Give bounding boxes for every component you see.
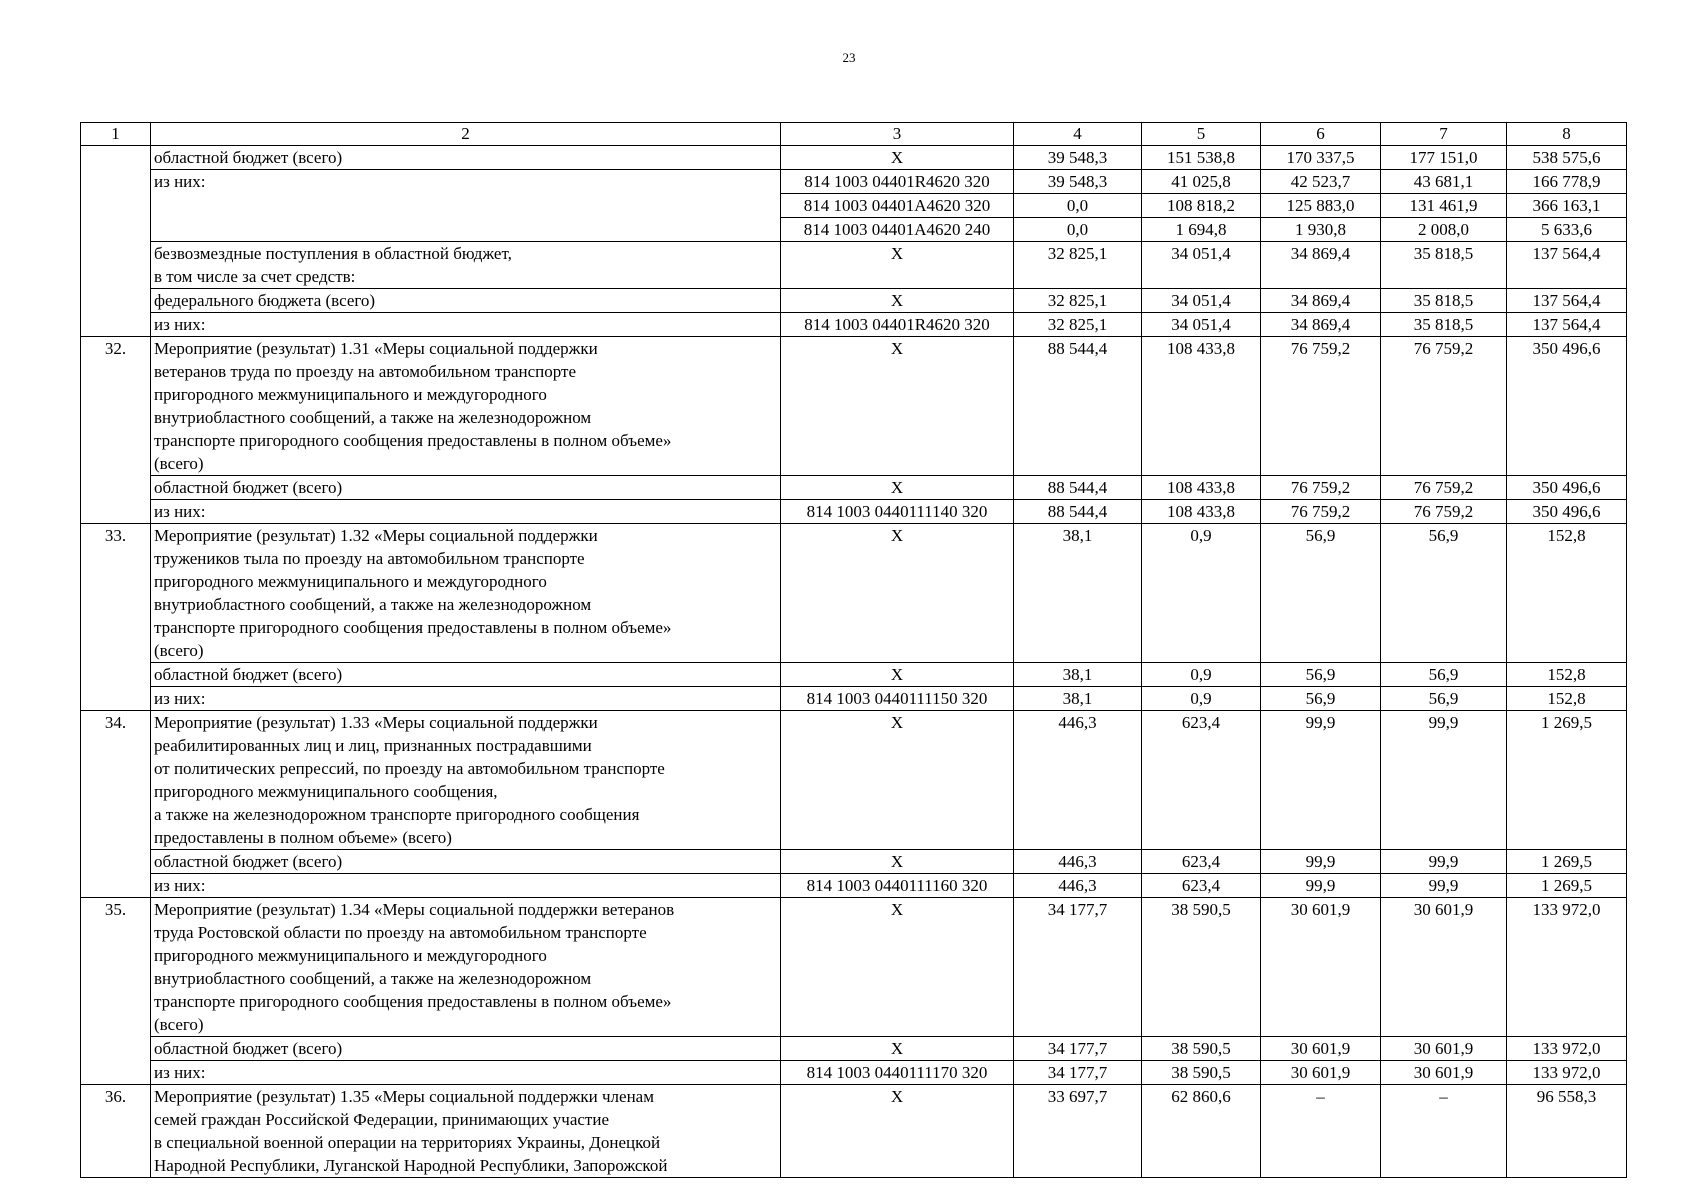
budget-code-cell: 814 1003 0440111170 320 xyxy=(781,1061,1014,1085)
header-cell: 7 xyxy=(1381,123,1507,146)
header-cell: 8 xyxy=(1507,123,1627,146)
amount-cell-col7: 35 818,5 xyxy=(1381,289,1507,313)
budget-code-cell: Х xyxy=(781,898,1014,1037)
amount-cell-col6: – xyxy=(1261,1085,1381,1178)
row-number-cell: 35. xyxy=(81,898,151,1085)
amount-cell-col5: 623,4 xyxy=(1142,711,1261,850)
item-name-cell: из них: xyxy=(151,874,781,898)
amount-cell-col4: 88 544,4 xyxy=(1014,500,1142,524)
item-name-cell: Мероприятие (результат) 1.34 «Меры социальной поддержки ветеранов труда Ростовской области по проезду на автомобильном транспорте пригородного межмуниципального и междугородного внутриобластного сообщений, а также на железнодорожном транспорте пригородного сообщения предоставлены в полном объеме» (всего) xyxy=(151,898,781,1037)
table-row xyxy=(81,337,1627,476)
table-row xyxy=(81,663,1627,687)
header-row xyxy=(81,123,1627,146)
amount-cell-col4: 446,3 xyxy=(1014,850,1142,874)
amount-cell-col6: 170 337,5 xyxy=(1261,146,1381,170)
item-name-cell: областной бюджет (всего) xyxy=(151,146,781,170)
amount-cell-col5: 38 590,5 xyxy=(1142,1037,1261,1061)
amount-cell-col5: 34 051,4 xyxy=(1142,289,1261,313)
amount-cell-col8: 5 633,6 xyxy=(1507,218,1627,242)
amount-cell-col7: 56,9 xyxy=(1381,524,1507,663)
amount-cell-col8: 350 496,6 xyxy=(1507,337,1627,476)
amount-cell-col7: 35 818,5 xyxy=(1381,313,1507,337)
amount-cell-col4: 33 697,7 xyxy=(1014,1085,1142,1178)
amount-cell-col4: 34 177,7 xyxy=(1014,1061,1142,1085)
table-row xyxy=(81,170,1627,194)
amount-cell-col5: 1 694,8 xyxy=(1142,218,1261,242)
amount-cell-col8: 152,8 xyxy=(1507,687,1627,711)
budget-code-cell: Х xyxy=(781,524,1014,663)
amount-cell-col7: 30 601,9 xyxy=(1381,1037,1507,1061)
item-name-cell: безвозмездные поступления в областной бюджет, в том числе за счет средств: xyxy=(151,242,781,289)
budget-code-cell: Х xyxy=(781,850,1014,874)
page-number: 23 xyxy=(842,50,856,65)
table-row xyxy=(81,874,1627,898)
amount-cell-col7: 177 151,0 xyxy=(1381,146,1507,170)
budget-code-cell: 814 1003 0440111140 320 xyxy=(781,500,1014,524)
item-name-cell: Мероприятие (результат) 1.33 «Меры социальной поддержки реабилитированных лиц и лиц, признанных пострадавшими от политических репрессий, по проезду на автомобильном транспорте пригородного межмуниципального сообщения, а также на железнодорожном транспорте пригородного сообщения предоставлены в полном объеме» (всего) xyxy=(151,711,781,850)
item-name-cell: из них: xyxy=(151,313,781,337)
budget-code-cell: Х xyxy=(781,289,1014,313)
item-name-cell: областной бюджет (всего) xyxy=(151,476,781,500)
table-row xyxy=(81,1085,1627,1178)
item-name-cell: областной бюджет (всего) xyxy=(151,663,781,687)
amount-cell-col6: 76 759,2 xyxy=(1261,337,1381,476)
amount-cell-col4: 88 544,4 xyxy=(1014,476,1142,500)
amount-cell-col8: 1 269,5 xyxy=(1507,874,1627,898)
amount-cell-col4: 0,0 xyxy=(1014,218,1142,242)
amount-cell-col8: 350 496,6 xyxy=(1507,476,1627,500)
budget-code-cell: Х xyxy=(781,476,1014,500)
budget-code-cell: Х xyxy=(781,663,1014,687)
amount-cell-col4: 32 825,1 xyxy=(1014,289,1142,313)
amount-cell-col6: 56,9 xyxy=(1261,524,1381,663)
amount-cell-col4: 446,3 xyxy=(1014,711,1142,850)
table-row xyxy=(81,146,1627,170)
amount-cell-col8: 366 163,1 xyxy=(1507,194,1627,218)
amount-cell-col5: 0,9 xyxy=(1142,524,1261,663)
amount-cell-col5: 34 051,4 xyxy=(1142,313,1261,337)
budget-code-cell: Х xyxy=(781,146,1014,170)
amount-cell-col7: 76 759,2 xyxy=(1381,476,1507,500)
row-number-cell: 32. xyxy=(81,337,151,524)
item-name-cell: из них: xyxy=(151,687,781,711)
amount-cell-col7: 30 601,9 xyxy=(1381,898,1507,1037)
table-row xyxy=(81,476,1627,500)
amount-cell-col8: 152,8 xyxy=(1507,524,1627,663)
amount-cell-col4: 32 825,1 xyxy=(1014,313,1142,337)
amount-cell-col5: 108 433,8 xyxy=(1142,337,1261,476)
amount-cell-col4: 0,0 xyxy=(1014,194,1142,218)
budget-table xyxy=(80,122,1627,1178)
amount-cell-col5: 38 590,5 xyxy=(1142,1061,1261,1085)
amount-cell-col8: 137 564,4 xyxy=(1507,242,1627,289)
item-name-cell: из них: xyxy=(151,1061,781,1085)
table-row xyxy=(81,524,1627,663)
amount-cell-col8: 166 778,9 xyxy=(1507,170,1627,194)
row-number-cell: 36. xyxy=(81,1085,151,1178)
amount-cell-col8: 96 558,3 xyxy=(1507,1085,1627,1178)
amount-cell-col6: 42 523,7 xyxy=(1261,170,1381,194)
amount-cell-col5: 38 590,5 xyxy=(1142,898,1261,1037)
amount-cell-col8: 152,8 xyxy=(1507,663,1627,687)
amount-cell-col4: 39 548,3 xyxy=(1014,146,1142,170)
amount-cell-col4: 32 825,1 xyxy=(1014,242,1142,289)
budget-code-cell: Х xyxy=(781,337,1014,476)
budget-code-cell: 814 1003 04401R4620 320 xyxy=(781,170,1014,194)
amount-cell-col7: 76 759,2 xyxy=(1381,500,1507,524)
amount-cell-col7: 99,9 xyxy=(1381,711,1507,850)
budget-code-cell: Х xyxy=(781,711,1014,850)
amount-cell-col7: – xyxy=(1381,1085,1507,1178)
item-name-cell: Мероприятие (результат) 1.35 «Меры социальной поддержки членам семей граждан Российской Федерации, принимающих участие в специальной военной операции на территориях Украины, Донецкой Народной Республики, Луганской Народной Республики, Запорожской xyxy=(151,1085,781,1178)
budget-code-cell: Х xyxy=(781,1085,1014,1178)
item-name-cell: федерального бюджета (всего) xyxy=(151,289,781,313)
budget-code-cell: Х xyxy=(781,1037,1014,1061)
amount-cell-col7: 99,9 xyxy=(1381,850,1507,874)
item-name-cell: из них: xyxy=(151,500,781,524)
table-row xyxy=(81,1061,1627,1085)
header-cell: 3 xyxy=(781,123,1014,146)
amount-cell-col6: 30 601,9 xyxy=(1261,1061,1381,1085)
row-number-cell: 33. xyxy=(81,524,151,711)
amount-cell-col8: 350 496,6 xyxy=(1507,500,1627,524)
row-number-cell xyxy=(81,146,151,337)
table-row xyxy=(81,242,1627,289)
amount-cell-col6: 56,9 xyxy=(1261,687,1381,711)
amount-cell-col5: 41 025,8 xyxy=(1142,170,1261,194)
budget-code-cell: Х xyxy=(781,242,1014,289)
amount-cell-col5: 623,4 xyxy=(1142,850,1261,874)
amount-cell-col6: 30 601,9 xyxy=(1261,1037,1381,1061)
amount-cell-col6: 30 601,9 xyxy=(1261,898,1381,1037)
amount-cell-col8: 137 564,4 xyxy=(1507,313,1627,337)
amount-cell-col7: 99,9 xyxy=(1381,874,1507,898)
header-cell: 4 xyxy=(1014,123,1142,146)
item-name-cell: областной бюджет (всего) xyxy=(151,850,781,874)
header-cell: 5 xyxy=(1142,123,1261,146)
item-name-cell: областной бюджет (всего) xyxy=(151,1037,781,1061)
amount-cell-col7: 43 681,1 xyxy=(1381,170,1507,194)
budget-code-cell: 814 1003 04401R4620 320 xyxy=(781,313,1014,337)
amount-cell-col5: 623,4 xyxy=(1142,874,1261,898)
amount-cell-col7: 2 008,0 xyxy=(1381,218,1507,242)
amount-cell-col8: 133 972,0 xyxy=(1507,898,1627,1037)
amount-cell-col4: 34 177,7 xyxy=(1014,1037,1142,1061)
amount-cell-col6: 99,9 xyxy=(1261,874,1381,898)
table-row xyxy=(81,500,1627,524)
amount-cell-col6: 34 869,4 xyxy=(1261,313,1381,337)
table-row xyxy=(81,687,1627,711)
amount-cell-col5: 151 538,8 xyxy=(1142,146,1261,170)
budget-code-cell: 814 1003 0440111150 320 xyxy=(781,687,1014,711)
amount-cell-col6: 76 759,2 xyxy=(1261,476,1381,500)
amount-cell-col4: 446,3 xyxy=(1014,874,1142,898)
header-cell: 2 xyxy=(151,123,781,146)
amount-cell-col6: 34 869,4 xyxy=(1261,242,1381,289)
amount-cell-col8: 133 972,0 xyxy=(1507,1037,1627,1061)
amount-cell-col4: 34 177,7 xyxy=(1014,898,1142,1037)
amount-cell-col4: 88 544,4 xyxy=(1014,337,1142,476)
amount-cell-col5: 34 051,4 xyxy=(1142,242,1261,289)
amount-cell-col4: 38,1 xyxy=(1014,687,1142,711)
amount-cell-col5: 108 433,8 xyxy=(1142,500,1261,524)
amount-cell-col6: 99,9 xyxy=(1261,711,1381,850)
amount-cell-col4: 38,1 xyxy=(1014,524,1142,663)
row-number-cell: 34. xyxy=(81,711,151,898)
amount-cell-col8: 538 575,6 xyxy=(1507,146,1627,170)
amount-cell-col4: 38,1 xyxy=(1014,663,1142,687)
amount-cell-col6: 125 883,0 xyxy=(1261,194,1381,218)
budget-code-cell: 814 1003 04401А4620 320 xyxy=(781,194,1014,218)
amount-cell-col5: 108 818,2 xyxy=(1142,194,1261,218)
amount-cell-col8: 133 972,0 xyxy=(1507,1061,1627,1085)
budget-code-cell: 814 1003 04401А4620 240 xyxy=(781,218,1014,242)
amount-cell-col5: 108 433,8 xyxy=(1142,476,1261,500)
table-row xyxy=(81,711,1627,850)
amount-cell-col7: 30 601,9 xyxy=(1381,1061,1507,1085)
item-name-cell: из них: xyxy=(151,170,781,242)
item-name-cell: Мероприятие (результат) 1.31 «Меры социальной поддержки ветеранов труда по проезду на автомобильном транспорте пригородного межмуниципального и междугородного внутриобластного сообщений, а также на железнодорожном транспорте пригородного сообщения предоставлены в полном объеме» (всего) xyxy=(151,337,781,476)
amount-cell-col6: 56,9 xyxy=(1261,663,1381,687)
table-row xyxy=(81,850,1627,874)
amount-cell-col7: 76 759,2 xyxy=(1381,337,1507,476)
amount-cell-col6: 1 930,8 xyxy=(1261,218,1381,242)
header-cell: 6 xyxy=(1261,123,1381,146)
table-row xyxy=(81,898,1627,1037)
amount-cell-col6: 34 869,4 xyxy=(1261,289,1381,313)
amount-cell-col8: 1 269,5 xyxy=(1507,711,1627,850)
amount-cell-col4: 39 548,3 xyxy=(1014,170,1142,194)
amount-cell-col7: 56,9 xyxy=(1381,687,1507,711)
budget-code-cell: 814 1003 0440111160 320 xyxy=(781,874,1014,898)
header-cell: 1 xyxy=(81,123,151,146)
amount-cell-col6: 99,9 xyxy=(1261,850,1381,874)
table-row xyxy=(81,313,1627,337)
amount-cell-col8: 1 269,5 xyxy=(1507,850,1627,874)
amount-cell-col7: 35 818,5 xyxy=(1381,242,1507,289)
amount-cell-col8: 137 564,4 xyxy=(1507,289,1627,313)
amount-cell-col5: 62 860,6 xyxy=(1142,1085,1261,1178)
item-name-cell: Мероприятие (результат) 1.32 «Меры социальной поддержки тружеников тыла по проезду на автомобильном транспорте пригородного межмуниципального и междугородного внутриобластного сообщений, а также на железнодорожном транспорте пригородного сообщения предоставлены в полном объеме» (всего) xyxy=(151,524,781,663)
table-row xyxy=(81,1037,1627,1061)
table-row xyxy=(81,289,1627,313)
amount-cell-col7: 131 461,9 xyxy=(1381,194,1507,218)
amount-cell-col5: 0,9 xyxy=(1142,663,1261,687)
amount-cell-col6: 76 759,2 xyxy=(1261,500,1381,524)
amount-cell-col5: 0,9 xyxy=(1142,687,1261,711)
amount-cell-col7: 56,9 xyxy=(1381,663,1507,687)
